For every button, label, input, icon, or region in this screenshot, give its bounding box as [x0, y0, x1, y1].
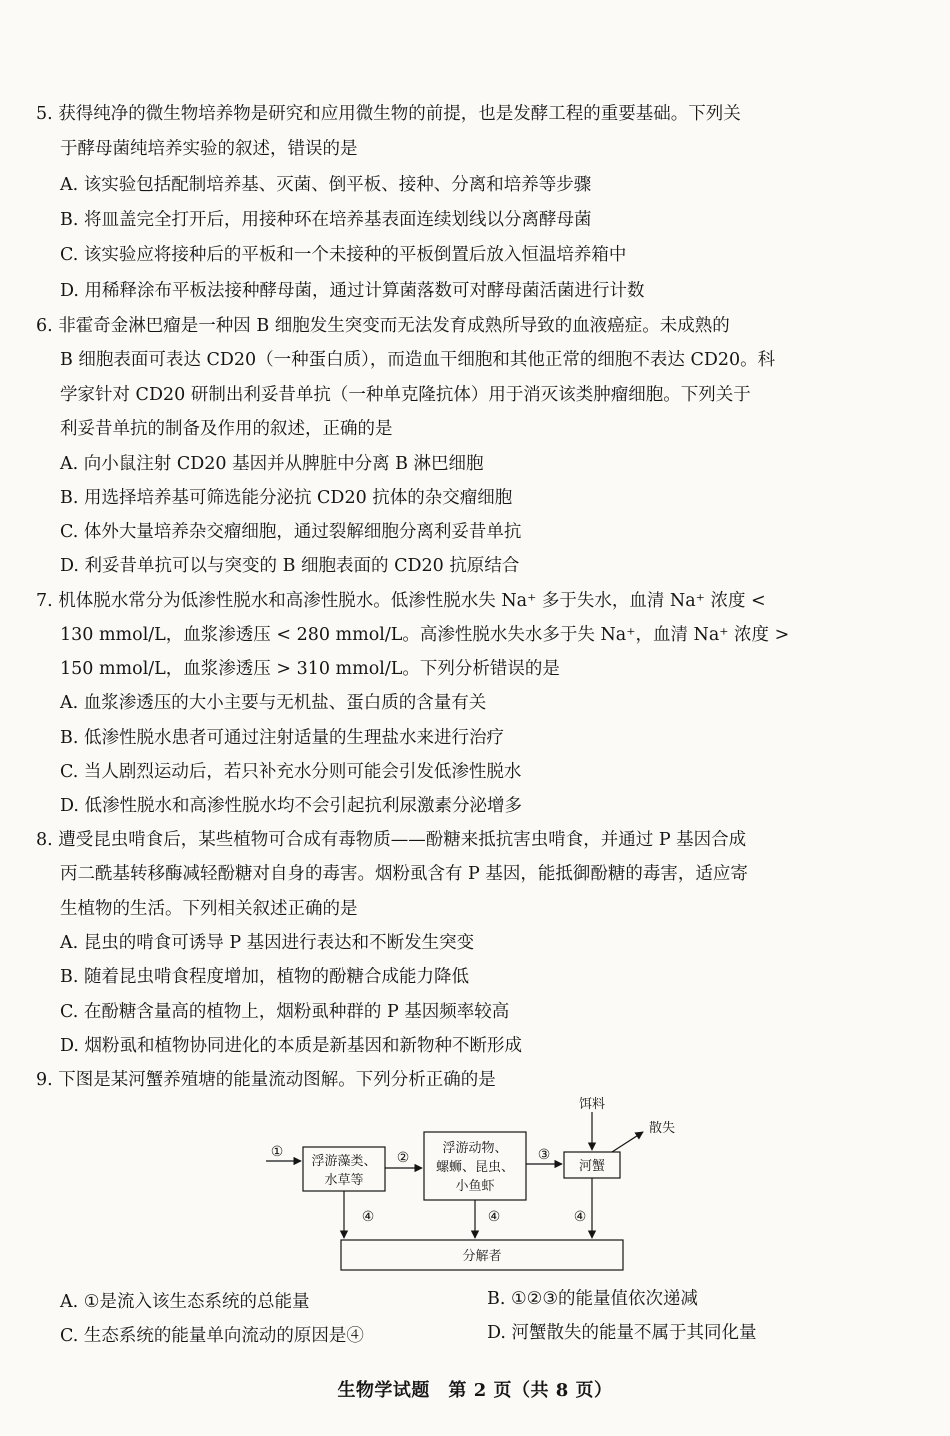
q8-stem-line-3: 生植物的生活。下列相关叙述正确的是	[60, 899, 358, 919]
q5-stem-line-1: 5. 获得纯净的微生物培养物是研究和应用微生物的前提，也是发酵工程的重要基础。下列关	[36, 104, 741, 124]
q5-stem-line-2: 于酵母菌纯培养实验的叙述，错误的是	[60, 139, 358, 159]
q9-option-a: A. ①是流入该生态系统的总能量	[60, 1292, 310, 1312]
q6-option-d: D. 利妥昔单抗可以与突变的 B 细胞表面的 CD20 抗原结合	[60, 556, 520, 576]
q9-stem: 9. 下图是某河蟹养殖塘的能量流动图解。下列分析正确的是	[36, 1070, 496, 1090]
q9-option-b: B. ①②③的能量值依次递减	[487, 1289, 699, 1309]
q8-option-a: A. 昆虫的啃食可诱导 P 基因进行表达和不断发生突变	[60, 933, 475, 953]
q6-stem-line-4: 利妥昔单抗的制备及作用的叙述，正确的是	[60, 419, 393, 439]
label-1: ①	[270, 1144, 284, 1160]
q8-option-d: D. 烟粉虱和植物协同进化的本质是新基因和新物种不断形成	[60, 1036, 523, 1056]
label-4a: ④	[361, 1209, 375, 1225]
q5-option-d: D. 用稀释涂布平板法接种酵母菌，通过计算菌落数可对酵母菌活菌进行计数	[60, 281, 645, 301]
q9-option-c: C. 生态系统的能量单向流动的原因是④	[60, 1326, 364, 1346]
q7-option-b: B. 低渗性脱水患者可通过注射适量的生理盐水来进行治疗	[60, 728, 504, 748]
q8-option-b: B. 随着昆虫啃食程度增加，植物的酚糖合成能力降低	[60, 967, 469, 987]
q7-stem-line-1: 7. 机体脱水常分为低渗性脱水和高渗性脱水。低渗性脱水失 Na⁺ 多于失水，血清 Na⁺ 浓度 <	[36, 591, 766, 611]
label-4b: ④	[487, 1209, 501, 1225]
energy-flow-diagram	[258, 1092, 678, 1272]
q6-option-c: C. 体外大量培养杂交瘤细胞，通过裂解细胞分离利妥昔单抗	[60, 522, 522, 542]
q8-stem-line-2: 丙二酰基转移酶减轻酚糖对自身的毒害。烟粉虱含有 P 基因，能抵御酚糖的毒害，适应寄	[60, 864, 748, 884]
label-4c: ④	[573, 1209, 587, 1225]
producer-label-1: 浮游藻类、	[311, 1154, 377, 1169]
q7-stem-line-2: 130 mmol/L，血浆渗透压 < 280 mmol/L。高渗性脱水失水多于失 Na⁺，血清 Na⁺ 浓度 >	[60, 625, 790, 645]
loss-label: 散失	[648, 1121, 676, 1136]
label-2: ②	[396, 1150, 410, 1166]
q7-option-c: C. 当人剧烈运动后，若只补充水分则可能会引发低渗性脱水	[60, 762, 522, 782]
decomposer-label: 分解者	[462, 1249, 502, 1264]
consumer-label-1: 浮游动物、	[442, 1141, 508, 1156]
q6-stem-line-3: 学家针对 CD20 研制出利妥昔单抗（一种单克隆抗体）用于消灭该类肿瘤细胞。下列关于	[60, 385, 751, 405]
consumer-label-3: 小鱼虾	[455, 1179, 495, 1194]
q7-option-d: D. 低渗性脱水和高渗性脱水均不会引起抗利尿激素分泌增多	[60, 796, 523, 816]
q8-stem-line-1: 8. 遭受昆虫啃食后，某些植物可合成有毒物质——酚糖来抵抗害虫啃食，并通过 P 基因合成	[36, 830, 747, 850]
page-footer: 生物学试题 第 2 页（共 8 页）	[337, 1380, 613, 1401]
feed-label: 饵料	[578, 1097, 606, 1112]
crab-label: 河蟹	[578, 1159, 606, 1174]
q5-option-a: A. 该实验包括配制培养基、灭菌、倒平板、接种、分离和培养等步骤	[60, 175, 592, 195]
loss-arrow	[612, 1132, 643, 1152]
q5-option-c: C. 该实验应将接种后的平板和一个未接种的平板倒置后放入恒温培养箱中	[60, 245, 627, 265]
q6-option-b: B. 用选择培养基可筛选能分泌抗 CD20 抗体的杂交瘤细胞	[60, 488, 513, 508]
q5-option-b: B. 将皿盖完全打开后，用接种环在培养基表面连续划线以分离酵母菌	[60, 210, 592, 230]
q7-stem-line-3: 150 mmol/L，血浆渗透压 > 310 mmol/L。下列分析错误的是	[60, 659, 560, 679]
q8-option-c: C. 在酚糖含量高的植物上，烟粉虱种群的 P 基因频率较高	[60, 1002, 510, 1022]
q6-stem-line-1: 6. 非霍奇金淋巴瘤是一种因 B 细胞发生突变而无法发育成熟所导致的血液癌症。未成熟的	[36, 316, 730, 336]
q6-stem-line-2: B 细胞表面可表达 CD20（一种蛋白质），而造血干细胞和其他正常的细胞不表达 CD20。科	[60, 350, 776, 370]
consumer-label-2: 螺蛳、昆虫、	[435, 1160, 515, 1175]
producer-label-2: 水草等	[324, 1173, 364, 1188]
label-3: ③	[537, 1147, 551, 1163]
q9-option-d: D. 河蟹散失的能量不属于其同化量	[487, 1323, 757, 1343]
q7-option-a: A. 血浆渗透压的大小主要与无机盐、蛋白质的含量有关	[60, 693, 487, 713]
q6-option-a: A. 向小鼠注射 CD20 基因并从脾脏中分离 B 淋巴细胞	[60, 454, 484, 474]
